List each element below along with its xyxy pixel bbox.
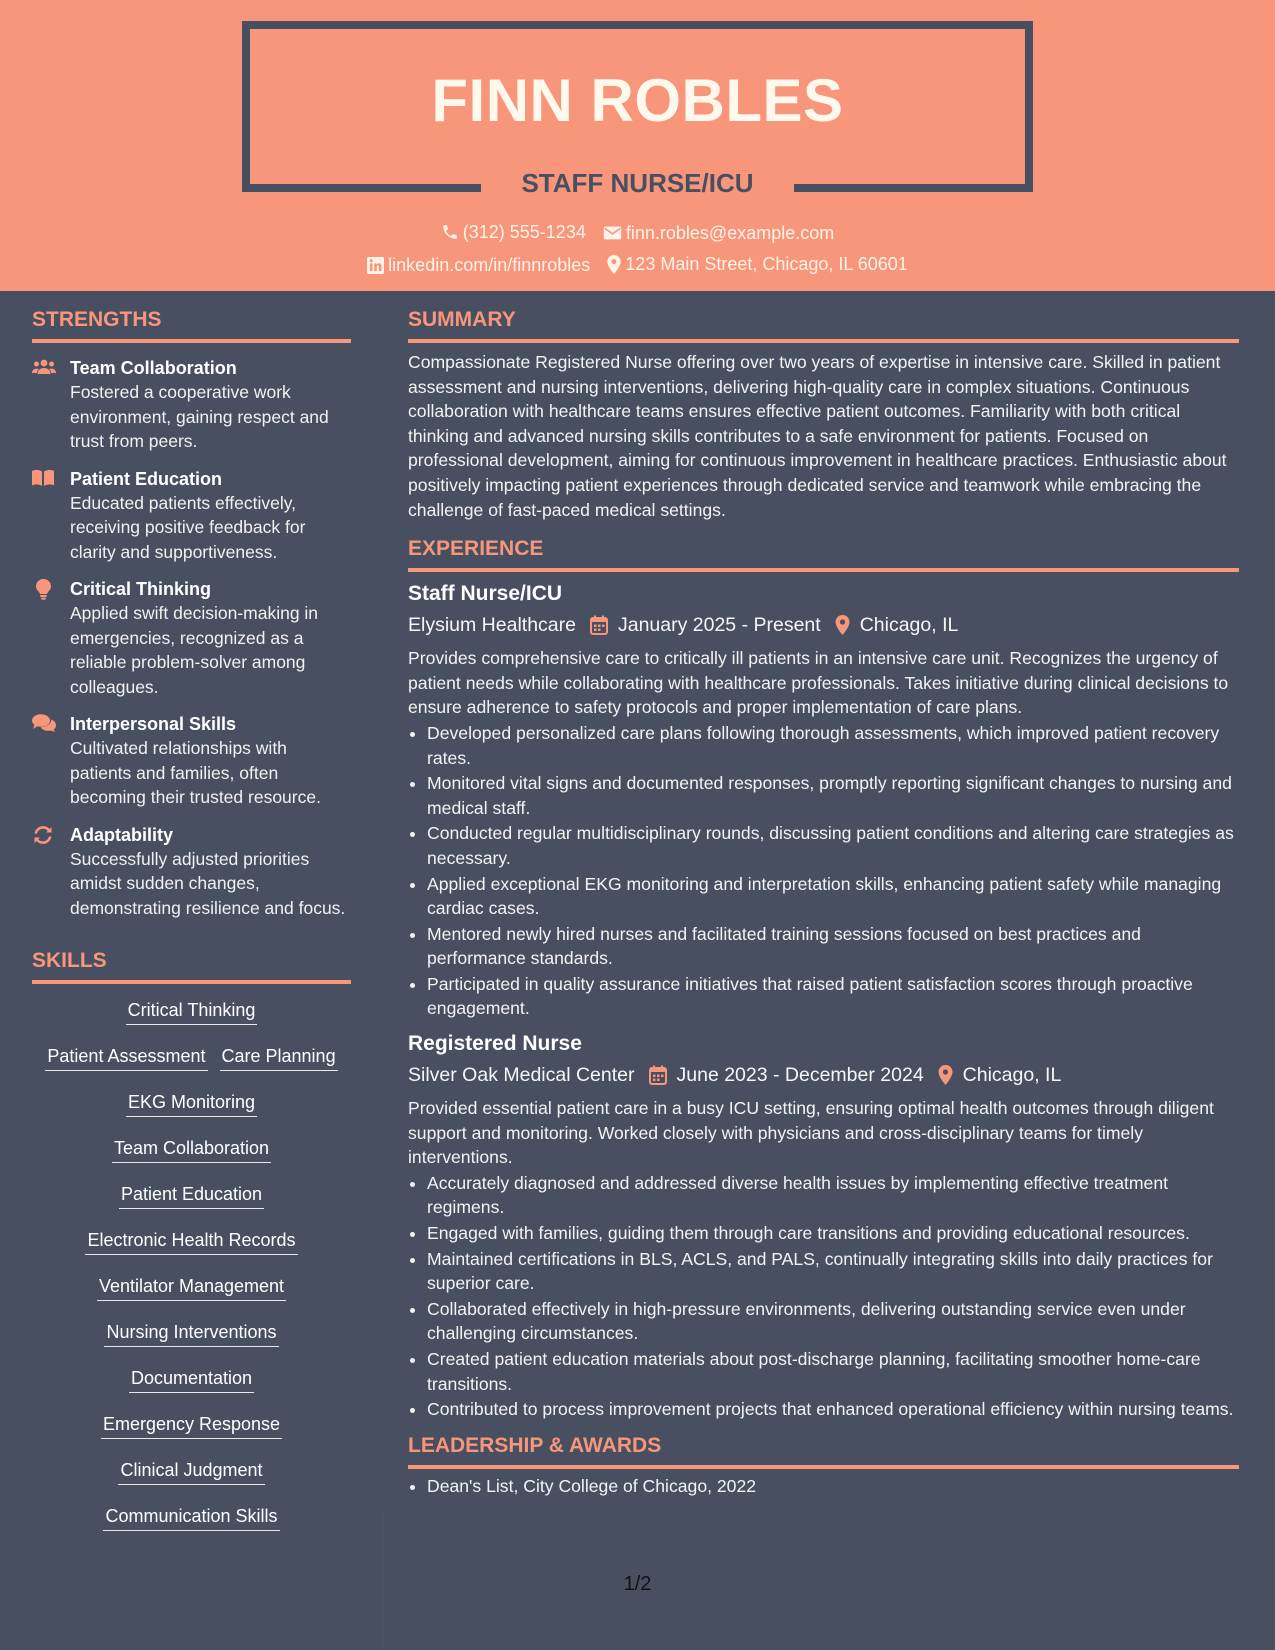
job-description: Provided essential patient care in a busy ICU setting, ensuring optimal health outcomes through diligent support and monitoring. Worked closely with physicians and cross-disciplinary teams for timely interventions.	[408, 1098, 1214, 1168]
job-position: Staff Nurse/ICU	[408, 582, 563, 606]
map-marker-icon	[835, 615, 850, 635]
skill-tag: Patient Assessment	[45, 1044, 207, 1071]
phone-contact[interactable]	[441, 220, 586, 244]
address-text: 123 Main Street, Chicago, IL 60601	[625, 254, 908, 274]
achievement-item: • Engaged with families, guiding them through care transitions and providing educational resources.	[427, 1221, 1239, 1246]
achievement-item: • Mentored newly hired nurses and facilitated training sessions focused on best practices and performance standards.	[427, 922, 1239, 971]
achievement-item: • Conducted regular multidisciplinary rounds, discussing patient conditions and altering care strategies as necessary.	[427, 821, 1239, 870]
job-company: Silver Oak Medical Center	[408, 1064, 635, 1087]
left-column	[32, 305, 351, 1550]
refresh-icon	[33, 825, 53, 845]
skill-tag: Critical Thinking	[126, 998, 258, 1025]
job-achievements	[408, 1171, 1239, 1422]
summary-heading: SUMMARY	[408, 305, 1239, 343]
linkedin-text: linkedin.com/in/finnrobles	[388, 255, 591, 275]
achievement-item: • Applied exceptional EKG monitoring and interpretation skills, enhancing patient safety while managing cardiac cases.	[427, 872, 1239, 921]
contact-row-1	[0, 220, 1275, 247]
phone-text: (312) 555-1234	[462, 222, 586, 242]
map-marker-icon	[938, 1065, 953, 1085]
calendar-icon	[649, 1065, 667, 1085]
calendar-icon	[590, 615, 608, 635]
award-item: • Dean's List, City College of Chicago, 2022	[427, 1474, 1239, 1499]
job-location: Chicago, IL	[859, 614, 959, 637]
achievement-item: • Collaborated effectively in high-pressure environments, delivering outstanding service even under challenging circumstances.	[427, 1297, 1239, 1346]
strength-description: Successfully adjusted priorities amidst sudden changes, demonstrating resilience and focus.	[70, 848, 346, 918]
comments-icon	[32, 714, 56, 732]
strength-description: Fostered a cooperative work environment, gaining respect and trust from peers.	[70, 382, 329, 451]
strength-description: Applied swift decision-making in emergencies, recognized as a reliable problem-solver among colleagues.	[70, 603, 319, 697]
strength-item	[32, 467, 351, 565]
skill-tag: Clinical Judgment	[118, 1458, 264, 1485]
strengths-heading: STRENGTHS	[32, 305, 351, 343]
job-dates: January 2025 - Present	[617, 614, 821, 637]
skill-tag: Emergency Response	[101, 1412, 282, 1439]
job-company: Elysium Healthcare	[408, 614, 576, 637]
job-location: Chicago, IL	[962, 1064, 1062, 1087]
summary-text: Compassionate Registered Nurse offering over two years of expertise in intensive care. Skilled in patient assessment and nursing interventions, delivering high-quality care in complex situations. Continuous collaboration with healthcare teams ensures effective patient outcomes. Familiarity with both critical thinking and advanced nursing skills contributes to a safe environment for patients. Focused on professional development, aiming for continuous improvement in healthcare practices. Enthusiastic about positively impacting patient experiences through dedicated service and teamwork while embracing the challenge of fast-paced medical settings.	[408, 352, 1227, 520]
strength-description: Cultivated relationships with patients and families, often becoming their trusted resource.	[70, 738, 321, 807]
achievement-item: • Contributed to process improvement projects that enhanced operational efficiency within nursing teams.	[427, 1397, 1239, 1422]
job-position: Registered Nurse	[408, 1032, 582, 1056]
job-achievements	[408, 721, 1239, 1021]
achievement-item: • Participated in quality assurance initiatives that raised patient satisfaction scores through proactive engagement.	[427, 972, 1239, 1021]
skill-tag: Communication Skills	[103, 1504, 279, 1531]
job-title: STAFF NURSE/ICU	[521, 168, 754, 198]
experience-heading: EXPERIENCE	[408, 534, 1239, 572]
strength-item	[32, 577, 351, 699]
achievement-item: • Accurately diagnosed and addressed diverse health issues by implementing effective treatment regimens.	[427, 1171, 1239, 1220]
skill-tag: Nursing Interventions	[104, 1320, 278, 1347]
email-text: finn.robles@example.com	[625, 223, 835, 243]
skill-tag: Ventilator Management	[97, 1274, 286, 1301]
job-meta	[408, 1060, 1239, 1090]
leadership-list	[408, 1474, 1239, 1499]
strength-title: Critical Thinking	[70, 579, 212, 599]
users-icon	[32, 358, 56, 376]
job-description: Provides comprehensive care to critically ill patients in an intensive care unit. Recognizes the urgency of patient needs while collaborating with healthcare professionals. Takes initiative during clinical decisions to ensure adherence to safety protocols and proper implementation of care plans.	[408, 648, 1229, 718]
skill-tag: EKG Monitoring	[126, 1090, 257, 1117]
job-entry	[408, 580, 1239, 1021]
lightbulb-icon	[36, 579, 51, 600]
contact-row-2	[0, 252, 1275, 280]
map-marker-icon	[607, 255, 621, 274]
address-contact	[607, 252, 908, 276]
strength-title: Team Collaboration	[70, 358, 237, 378]
skills-heading: SKILLS	[32, 946, 351, 984]
strength-description: Educated patients effectively, receiving positive feedback for clarity and supportiveness.	[70, 492, 306, 562]
job-entry	[408, 1030, 1239, 1422]
skill-tag: Electronic Health Records	[85, 1228, 297, 1255]
skill-tag: Patient Education	[119, 1182, 264, 1209]
strength-title: Interpersonal Skills	[70, 714, 237, 734]
skill-tag: Team Collaboration	[112, 1136, 271, 1163]
envelope-icon	[603, 225, 622, 241]
skill-tag: Documentation	[129, 1366, 254, 1393]
book-icon	[32, 469, 54, 487]
email-contact[interactable]	[603, 221, 834, 245]
linkedin-contact[interactable]	[367, 253, 590, 277]
resume-header	[0, 0, 1275, 291]
achievement-item: • Created patient education materials about post-discharge planning, facilitating smoother home-care transitions.	[427, 1347, 1239, 1396]
achievement-item: • Maintained certifications in BLS, ACLS, and PALS, continually integrating skills into daily practices for superior care.	[427, 1247, 1239, 1296]
strength-item	[32, 712, 351, 810]
strength-title: Patient Education	[70, 468, 223, 489]
linkedin-icon	[367, 257, 384, 274]
candidate-name: FINN ROBLES	[431, 67, 844, 134]
strength-title: Adaptability	[70, 824, 174, 845]
achievement-item: • Monitored vital signs and documented responses, promptly reporting significant changes to nursing and medical staff.	[427, 771, 1239, 820]
strength-item	[32, 823, 351, 921]
leadership-heading: LEADERSHIP & AWARDS	[408, 1431, 1239, 1469]
skill-tag: Care Planning	[220, 1044, 338, 1071]
strength-item	[32, 356, 351, 454]
page-indicator: 1/2	[623, 1573, 652, 1595]
job-meta	[408, 610, 1239, 640]
skills-list	[32, 998, 351, 1550]
job-dates: June 2023 - December 2024	[676, 1064, 924, 1087]
achievement-item: • Developed personalized care plans following thorough assessments, which improved patient recovery rates.	[427, 721, 1239, 770]
right-column	[408, 305, 1239, 1499]
phone-icon	[441, 223, 459, 241]
